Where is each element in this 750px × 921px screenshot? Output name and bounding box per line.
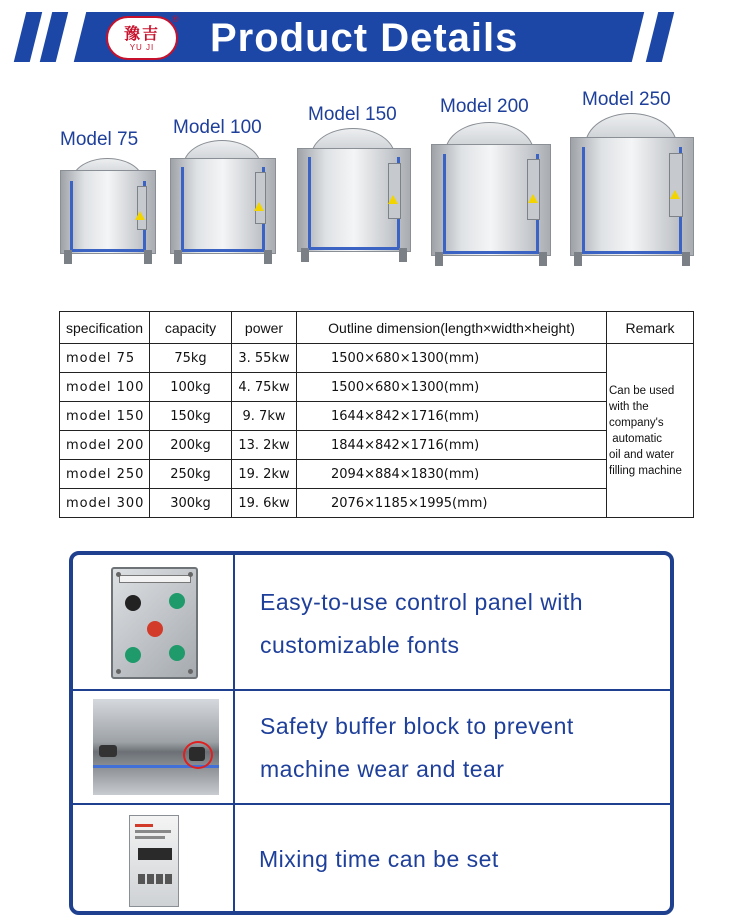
table-row (60, 373, 694, 402)
banner-stripe (40, 12, 68, 62)
timer-icon (129, 815, 179, 907)
feature-row-buffer-block (73, 691, 670, 803)
spec-cell: model 150 (60, 402, 150, 431)
power-cell: 4. 75kw (232, 373, 297, 402)
column-header: capacity (150, 312, 232, 344)
machine-image-75 (60, 158, 156, 264)
spec-cell: model 250 (60, 460, 150, 489)
capacity-cell: 250kg (150, 460, 232, 489)
spec-table (59, 311, 694, 518)
remark-line: with the (609, 400, 649, 413)
column-header: Outline dimension(length×width×height) (297, 312, 607, 344)
machine-image-200 (431, 122, 551, 266)
registered-mark: ® (172, 14, 179, 24)
capacity-cell: 200kg (150, 431, 232, 460)
page-title: Product Details (210, 16, 519, 60)
feature-line: customizable fonts (260, 632, 460, 658)
remark-line: oil and water (609, 448, 675, 461)
dimension-cell: 1500×680×1300(mm) (297, 373, 607, 402)
dimension-cell: 2076×1185×1995(mm) (297, 489, 607, 518)
machine-image-100 (170, 140, 276, 264)
brand-logo (106, 16, 178, 60)
remark-cell (607, 344, 694, 518)
banner-stripe (646, 12, 674, 62)
feature-row-control-panel (73, 555, 670, 689)
table-row (60, 344, 694, 373)
capacity-cell: 150kg (150, 402, 232, 431)
logo-chinese-text: 豫吉 (123, 23, 160, 43)
machine-label-200: Model 200 (440, 96, 529, 117)
feature-line: Easy-to-use control panel with (260, 589, 584, 615)
machine-label-150: Model 150 (308, 104, 397, 125)
machine-label-75: Model 75 (60, 129, 139, 150)
spec-cell: model 300 (60, 489, 150, 518)
table-row (60, 402, 694, 431)
capacity-cell: 100kg (150, 373, 232, 402)
dimension-cell: 1844×842×1716(mm) (297, 431, 607, 460)
feature-line: Mixing time can be set (259, 846, 499, 872)
remark-line: company's (609, 416, 664, 429)
table-row (60, 460, 694, 489)
dimension-cell: 1644×842×1716(mm) (297, 402, 607, 431)
feature-line: Safety buffer block to prevent (260, 713, 574, 739)
spec-cell: model 100 (60, 373, 150, 402)
logo-english-text: YU JI (129, 42, 155, 52)
feature-text (259, 838, 499, 881)
machine-image-150 (297, 128, 411, 262)
feature-row-timer (73, 805, 670, 915)
capacity-cell: 300kg (150, 489, 232, 518)
control-panel-icon (111, 567, 198, 679)
spec-cell: model 75 (60, 344, 150, 373)
dimension-cell: 1500×680×1300(mm) (297, 344, 607, 373)
table-row (60, 489, 694, 518)
power-cell: 19. 2kw (232, 460, 297, 489)
capacity-cell: 75kg (150, 344, 232, 373)
features-panel (69, 551, 674, 915)
column-header: power (232, 312, 297, 344)
remark-line: filling machine (609, 464, 682, 477)
power-cell: 9. 7kw (232, 402, 297, 431)
remark-line: automatic (609, 432, 663, 445)
remark-line: Can be used (609, 384, 675, 397)
table-header-row (60, 312, 694, 344)
feature-line: machine wear and tear (260, 756, 505, 782)
table-row (60, 431, 694, 460)
power-cell: 19. 6kw (232, 489, 297, 518)
column-header: Remark (607, 312, 694, 344)
machine-label-100: Model 100 (173, 117, 262, 138)
power-cell: 13. 2kw (232, 431, 297, 460)
spec-cell: model 200 (60, 431, 150, 460)
machine-image-250 (570, 113, 694, 266)
column-header: specification (60, 312, 150, 344)
power-cell: 3. 55kw (232, 344, 297, 373)
header-banner (0, 0, 750, 80)
dimension-cell: 2094×884×1830(mm) (297, 460, 607, 489)
machine-label-250: Model 250 (582, 89, 671, 110)
feature-text (260, 581, 583, 667)
buffer-block-icon (93, 699, 219, 795)
feature-text (260, 705, 574, 791)
banner-stripe (14, 12, 42, 62)
